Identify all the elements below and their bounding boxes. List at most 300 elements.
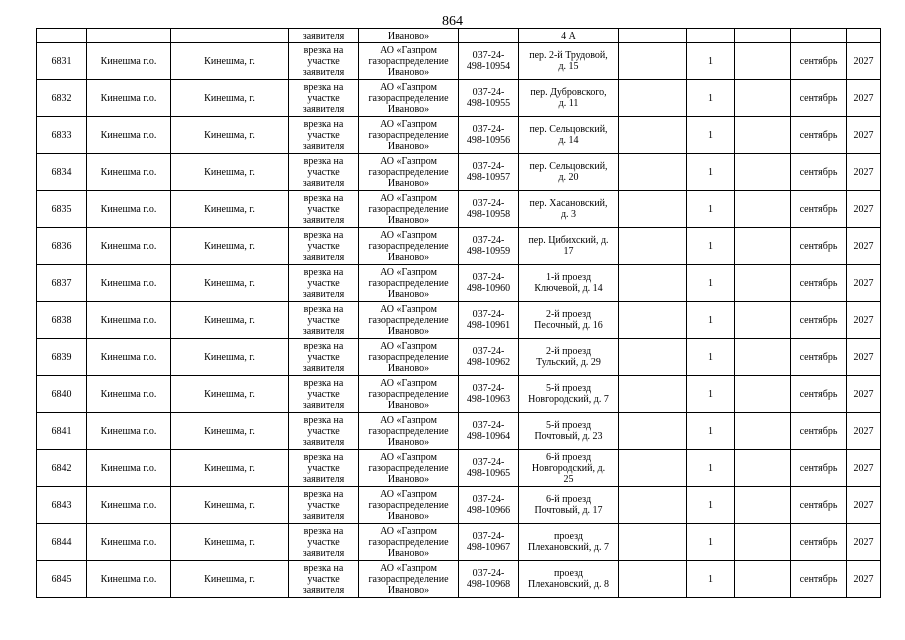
cell-month: сентябрь bbox=[791, 228, 847, 265]
cell-code-line: 037-24- bbox=[472, 383, 505, 394]
cell-num: 6842 bbox=[37, 450, 87, 487]
cell-city: Кинешма, г. bbox=[171, 487, 289, 524]
cell-org-line: Иваново» bbox=[387, 362, 430, 374]
cell-qty: 1 bbox=[687, 302, 735, 339]
table-row bbox=[37, 80, 881, 117]
cell-address-line: д. 11 bbox=[558, 98, 579, 109]
cell-district: Кинешма г.о. bbox=[87, 524, 171, 561]
cell-empty bbox=[735, 154, 791, 191]
cell-code-line: 037-24- bbox=[472, 346, 505, 357]
cell-empty bbox=[735, 117, 791, 154]
cell-type-line: заявителя bbox=[302, 436, 345, 448]
cell-district: Кинешма г.о. bbox=[87, 413, 171, 450]
cell-num bbox=[37, 29, 87, 43]
cell-empty bbox=[619, 561, 687, 598]
cell-address bbox=[519, 43, 619, 80]
cell-code-line: 037-24- bbox=[472, 494, 505, 505]
cell-org bbox=[359, 413, 459, 450]
cell-empty bbox=[619, 43, 687, 80]
cell-type bbox=[289, 117, 359, 154]
cell-district bbox=[87, 29, 171, 43]
cell-year: 2027 bbox=[847, 191, 881, 228]
cell-year: 2027 bbox=[847, 413, 881, 450]
cell-empty bbox=[619, 524, 687, 561]
cell-address bbox=[519, 413, 619, 450]
cell-code bbox=[459, 339, 519, 376]
cell-address-line: пер. Сельцовский, bbox=[529, 161, 608, 172]
cell-district: Кинешма г.о. bbox=[87, 117, 171, 154]
cell-org-line: Иваново» bbox=[387, 214, 430, 226]
cell-org-line: АО «Газпром bbox=[380, 451, 437, 463]
cell-org-line: газораспределение bbox=[368, 314, 449, 326]
cell-city: Кинешма, г. bbox=[171, 228, 289, 265]
cell-empty bbox=[619, 117, 687, 154]
cell-address-line: 1-й проезд bbox=[545, 272, 592, 283]
cell-qty: 1 bbox=[687, 43, 735, 80]
cell-city: Кинешма, г. bbox=[171, 191, 289, 228]
cell-city: Кинешма, г. bbox=[171, 524, 289, 561]
cell-org bbox=[359, 191, 459, 228]
cell-type-line: участке bbox=[307, 129, 340, 141]
table-row bbox=[37, 487, 881, 524]
cell-type-line: участке bbox=[307, 351, 340, 363]
cell-address-line: д. 15 bbox=[558, 61, 579, 72]
cell-type-line: участке bbox=[307, 425, 340, 437]
cell-empty bbox=[735, 450, 791, 487]
cell-type-line: участке bbox=[307, 203, 340, 215]
continuation-row bbox=[37, 29, 881, 43]
cell-district: Кинешма г.о. bbox=[87, 228, 171, 265]
cell-month: сентябрь bbox=[791, 191, 847, 228]
cell-code bbox=[459, 154, 519, 191]
cell-org bbox=[359, 80, 459, 117]
cell-address-line: Почтовый, д. 23 bbox=[534, 431, 603, 442]
cell-type bbox=[289, 524, 359, 561]
cell-org-line: Иваново» bbox=[387, 103, 430, 115]
cell-org-line: Иваново» bbox=[387, 288, 430, 300]
cell-type-line: врезка на bbox=[303, 44, 344, 56]
cell-org-line: Иваново» bbox=[387, 251, 430, 263]
cell-org bbox=[359, 450, 459, 487]
cell-city: Кинешма, г. bbox=[171, 450, 289, 487]
cell-num: 6837 bbox=[37, 265, 87, 302]
cell-org-line: АО «Газпром bbox=[380, 414, 437, 426]
cell-type-line: участке bbox=[307, 388, 340, 400]
cell-num: 6845 bbox=[37, 561, 87, 598]
cell-address bbox=[519, 524, 619, 561]
cell-address-line: д. 3 bbox=[560, 209, 577, 220]
cell-qty: 1 bbox=[687, 191, 735, 228]
cell-type bbox=[289, 154, 359, 191]
cell-year: 2027 bbox=[847, 561, 881, 598]
cell-district: Кинешма г.о. bbox=[87, 265, 171, 302]
cell-qty: 1 bbox=[687, 117, 735, 154]
cell-num: 6841 bbox=[37, 413, 87, 450]
cell-empty bbox=[735, 265, 791, 302]
cell-type-line: врезка на bbox=[303, 377, 344, 389]
cell-empty bbox=[735, 43, 791, 80]
cell-org-line: газораспределение bbox=[368, 462, 449, 474]
cell-type-line: врезка на bbox=[303, 81, 344, 93]
table-row bbox=[37, 413, 881, 450]
cell-empty bbox=[619, 80, 687, 117]
cell-month: сентябрь bbox=[791, 376, 847, 413]
cell-org-line: газораспределение bbox=[368, 203, 449, 215]
cell-org-line: Иваново» bbox=[387, 177, 430, 189]
cell-org bbox=[359, 524, 459, 561]
cell-address bbox=[519, 117, 619, 154]
cell-empty bbox=[735, 29, 791, 43]
cell-city: Кинешма, г. bbox=[171, 376, 289, 413]
cell-type bbox=[289, 450, 359, 487]
cell-address-line: 5-й проезд bbox=[545, 383, 592, 394]
cell-empty bbox=[619, 191, 687, 228]
cell-code-line: 037-24- bbox=[472, 272, 505, 283]
cell-month: сентябрь bbox=[791, 154, 847, 191]
cell-code bbox=[459, 43, 519, 80]
table-body bbox=[37, 29, 881, 598]
table-row bbox=[37, 43, 881, 80]
cell-address-line: 2-й проезд bbox=[545, 346, 592, 357]
cell-type-line: врезка на bbox=[303, 488, 344, 500]
cell-code-line: 037-24- bbox=[472, 87, 505, 98]
cell-address-line: Ключевой, д. 14 bbox=[534, 283, 603, 294]
cell-org-line: газораспределение bbox=[368, 240, 449, 252]
cell-empty bbox=[619, 265, 687, 302]
cell-code bbox=[459, 524, 519, 561]
cell-city bbox=[171, 29, 289, 43]
cell-type-line: участке bbox=[307, 573, 340, 585]
cell-code-line: 498-10957 bbox=[466, 172, 511, 183]
cell-org-line: АО «Газпром bbox=[380, 44, 437, 56]
cell-org-line: газораспределение bbox=[368, 55, 449, 67]
cell-type-line: врезка на bbox=[303, 525, 344, 537]
cell-code bbox=[459, 302, 519, 339]
cell-address-line: 17 bbox=[563, 246, 574, 257]
cell-code bbox=[459, 376, 519, 413]
cell-empty bbox=[735, 228, 791, 265]
cell-address-line: д. 14 bbox=[558, 135, 579, 146]
table-row bbox=[37, 228, 881, 265]
cell-code bbox=[459, 117, 519, 154]
cell-district: Кинешма г.о. bbox=[87, 339, 171, 376]
cell-address-line: Песочный, д. 16 bbox=[534, 320, 603, 331]
cell-code-line: 498-10960 bbox=[466, 283, 511, 294]
cell-empty bbox=[735, 376, 791, 413]
cell-org bbox=[359, 265, 459, 302]
cell-code bbox=[459, 29, 519, 43]
cell-org-line: газораспределение bbox=[368, 277, 449, 289]
cell-year: 2027 bbox=[847, 450, 881, 487]
cell-code-line: 037-24- bbox=[472, 124, 505, 135]
cell-qty: 1 bbox=[687, 524, 735, 561]
cell-type-line: врезка на bbox=[303, 451, 344, 463]
cell-empty bbox=[619, 302, 687, 339]
cell-address-line: Плехановский, д. 8 bbox=[528, 579, 609, 590]
cell-month: сентябрь bbox=[791, 117, 847, 154]
cell-code-line: 498-10954 bbox=[466, 61, 511, 72]
cell-address-line: пер. 2-й Трудовой, bbox=[529, 50, 608, 61]
cell-address-line: 6-й проезд bbox=[545, 494, 592, 505]
cell-type-line: заявителя bbox=[302, 66, 345, 78]
cell-type-line: участке bbox=[307, 166, 340, 178]
cell-org bbox=[359, 487, 459, 524]
table-row bbox=[37, 191, 881, 228]
cell-empty bbox=[735, 487, 791, 524]
table-row bbox=[37, 339, 881, 376]
cell-org-line: Иваново» bbox=[387, 473, 430, 485]
cell-code-line: 037-24- bbox=[472, 457, 505, 468]
cell-address bbox=[519, 450, 619, 487]
cell-address bbox=[519, 80, 619, 117]
cell-month: сентябрь bbox=[791, 80, 847, 117]
cell-num: 6834 bbox=[37, 154, 87, 191]
cell-org-line: АО «Газпром bbox=[380, 303, 437, 315]
cell-address-line: 2-й проезд bbox=[545, 309, 592, 320]
cell-address bbox=[519, 339, 619, 376]
cell-city: Кинешма, г. bbox=[171, 43, 289, 80]
cell-empty bbox=[619, 450, 687, 487]
cell-month: сентябрь bbox=[791, 450, 847, 487]
cell-city: Кинешма, г. bbox=[171, 154, 289, 191]
cell-org-line: Иваново» bbox=[387, 584, 430, 596]
cell-address-line: 6-й проезд bbox=[545, 451, 592, 463]
cell-empty bbox=[619, 29, 687, 43]
cell-empty bbox=[619, 154, 687, 191]
cell-type-line: заявителя bbox=[302, 140, 345, 152]
cell-code bbox=[459, 450, 519, 487]
cell-qty: 1 bbox=[687, 154, 735, 191]
cell-code bbox=[459, 487, 519, 524]
cell-org-line: АО «Газпром bbox=[380, 488, 437, 500]
cell-district: Кинешма г.о. bbox=[87, 376, 171, 413]
cell-address bbox=[519, 302, 619, 339]
cell-org-line: АО «Газпром bbox=[380, 192, 437, 204]
cell-address-line: пер. Цибихский, д. bbox=[528, 235, 609, 246]
cell-org-line: АО «Газпром bbox=[380, 118, 437, 130]
cell-city: Кинешма, г. bbox=[171, 265, 289, 302]
cell-city: Кинешма, г. bbox=[171, 302, 289, 339]
cell-org-line: газораспределение bbox=[368, 92, 449, 104]
cell-num: 6835 bbox=[37, 191, 87, 228]
cell-org-line: АО «Газпром bbox=[380, 340, 437, 352]
cell-org-line: газораспределение bbox=[368, 388, 449, 400]
cell-org-line: АО «Газпром bbox=[380, 525, 437, 537]
cell-code-line: 498-10955 bbox=[466, 98, 511, 109]
cell-org-line: газораспределение bbox=[368, 536, 449, 548]
cell-month: сентябрь bbox=[791, 413, 847, 450]
cell-year: 2027 bbox=[847, 265, 881, 302]
cell-type-line: врезка на bbox=[303, 562, 344, 574]
cell-address-line: Тульский, д. 29 bbox=[536, 357, 601, 368]
cell-code bbox=[459, 80, 519, 117]
cell-num: 6836 bbox=[37, 228, 87, 265]
cell-type-line: заявителя bbox=[302, 177, 345, 189]
cell-district: Кинешма г.о. bbox=[87, 80, 171, 117]
cell-type-line: участке bbox=[307, 462, 340, 474]
cell-address-line: проезд bbox=[554, 531, 583, 542]
cell-month: сентябрь bbox=[791, 302, 847, 339]
cell-address bbox=[519, 154, 619, 191]
cell-qty: 1 bbox=[687, 487, 735, 524]
cell-code bbox=[459, 561, 519, 598]
cell-org-line: газораспределение bbox=[368, 166, 449, 178]
cell-type: заявителя bbox=[289, 29, 359, 43]
table-row bbox=[37, 117, 881, 154]
cell-org-line: АО «Газпром bbox=[380, 81, 437, 93]
cell-city: Кинешма, г. bbox=[171, 339, 289, 376]
cell-code-line: 037-24- bbox=[472, 198, 505, 209]
cell-type bbox=[289, 43, 359, 80]
cell-address: 4 А bbox=[519, 29, 619, 43]
cell-address-line: Плехановский, д. 7 bbox=[528, 542, 609, 553]
cell-qty: 1 bbox=[687, 450, 735, 487]
cell-address bbox=[519, 265, 619, 302]
cell-org-line: АО «Газпром bbox=[380, 155, 437, 167]
cell-qty: 1 bbox=[687, 228, 735, 265]
cell-code-line: 498-10961 bbox=[466, 320, 511, 331]
cell-address-line: Почтовый, д. 17 bbox=[534, 505, 603, 516]
cell-year bbox=[847, 29, 881, 43]
cell-org-line: АО «Газпром bbox=[380, 562, 437, 574]
cell-type bbox=[289, 302, 359, 339]
cell-code bbox=[459, 228, 519, 265]
cell-num: 6833 bbox=[37, 117, 87, 154]
cell-org-line: Иваново» bbox=[387, 510, 430, 522]
cell-type-line: заявителя bbox=[302, 399, 345, 411]
cell-type-line: участке bbox=[307, 55, 340, 67]
cell-org-line: Иваново» bbox=[387, 325, 430, 337]
cell-address-line: пер. Дубровского, bbox=[530, 87, 607, 98]
cell-district: Кинешма г.о. bbox=[87, 154, 171, 191]
cell-code-line: 498-10968 bbox=[466, 579, 511, 590]
cell-month: сентябрь bbox=[791, 339, 847, 376]
cell-type-line: врезка на bbox=[303, 229, 344, 241]
cell-code-line: 037-24- bbox=[472, 531, 505, 542]
cell-year: 2027 bbox=[847, 376, 881, 413]
cell-year: 2027 bbox=[847, 524, 881, 561]
cell-address-line: д. 20 bbox=[558, 172, 579, 183]
table-row bbox=[37, 376, 881, 413]
cell-address-line: Новгородский, д. bbox=[531, 462, 606, 474]
cell-num: 6831 bbox=[37, 43, 87, 80]
cell-month: сентябрь bbox=[791, 265, 847, 302]
table-row bbox=[37, 524, 881, 561]
cell-code bbox=[459, 265, 519, 302]
cell-empty bbox=[619, 376, 687, 413]
cell-org bbox=[359, 339, 459, 376]
cell-month: сентябрь bbox=[791, 43, 847, 80]
cell-year: 2027 bbox=[847, 154, 881, 191]
table-row bbox=[37, 154, 881, 191]
cell-type bbox=[289, 561, 359, 598]
cell-org-line: газораспределение bbox=[368, 129, 449, 141]
cell-district: Кинешма г.о. bbox=[87, 450, 171, 487]
cell-type-line: заявителя bbox=[302, 325, 345, 337]
cell-code-line: 037-24- bbox=[472, 235, 505, 246]
page-number: 864 bbox=[442, 14, 463, 29]
cell-type-line: врезка на bbox=[303, 303, 344, 315]
cell-type-line: заявителя bbox=[302, 473, 345, 485]
cell-empty bbox=[735, 339, 791, 376]
cell-code-line: 037-24- bbox=[472, 161, 505, 172]
cell-code-line: 498-10966 bbox=[466, 505, 511, 516]
cell-city: Кинешма, г. bbox=[171, 117, 289, 154]
cell-num: 6832 bbox=[37, 80, 87, 117]
cell-year: 2027 bbox=[847, 117, 881, 154]
cell-type bbox=[289, 487, 359, 524]
cell-code-line: 498-10965 bbox=[466, 468, 511, 479]
cell-type bbox=[289, 413, 359, 450]
cell-code-line: 037-24- bbox=[472, 50, 505, 61]
cell-month: сентябрь bbox=[791, 561, 847, 598]
cell-qty: 1 bbox=[687, 265, 735, 302]
cell-year: 2027 bbox=[847, 487, 881, 524]
cell-district: Кинешма г.о. bbox=[87, 191, 171, 228]
cell-qty: 1 bbox=[687, 339, 735, 376]
cell-qty: 1 bbox=[687, 80, 735, 117]
cell-city: Кинешма, г. bbox=[171, 413, 289, 450]
cell-num: 6840 bbox=[37, 376, 87, 413]
cell-qty bbox=[687, 29, 735, 43]
cell-address bbox=[519, 228, 619, 265]
cell-address-line: проезд bbox=[554, 568, 583, 579]
cell-org bbox=[359, 228, 459, 265]
cell-code-line: 498-10967 bbox=[466, 542, 511, 553]
cell-address-line: Новгородский, д. 7 bbox=[528, 394, 609, 405]
cell-num: 6843 bbox=[37, 487, 87, 524]
cell-type-line: заявителя bbox=[302, 362, 345, 374]
cell-org bbox=[359, 376, 459, 413]
cell-address-line: пер. Хасановский, bbox=[529, 198, 608, 209]
table-row bbox=[37, 302, 881, 339]
cell-type-line: врезка на bbox=[303, 414, 344, 426]
cell-type-line: заявителя bbox=[302, 510, 345, 522]
cell-org bbox=[359, 302, 459, 339]
cell-qty: 1 bbox=[687, 413, 735, 450]
cell-code-line: 498-10964 bbox=[466, 431, 511, 442]
cell-year: 2027 bbox=[847, 339, 881, 376]
cell-type-line: заявителя bbox=[302, 103, 345, 115]
table-row bbox=[37, 450, 881, 487]
cell-year: 2027 bbox=[847, 228, 881, 265]
cell-empty bbox=[735, 524, 791, 561]
cell-code-line: 498-10963 bbox=[466, 394, 511, 405]
cell-org-line: АО «Газпром bbox=[380, 266, 437, 278]
cell-num: 6844 bbox=[37, 524, 87, 561]
cell-qty: 1 bbox=[687, 376, 735, 413]
cell-type-line: участке bbox=[307, 277, 340, 289]
cell-num: 6839 bbox=[37, 339, 87, 376]
cell-district: Кинешма г.о. bbox=[87, 43, 171, 80]
cell-empty bbox=[619, 339, 687, 376]
cell-district: Кинешма г.о. bbox=[87, 302, 171, 339]
cell-empty bbox=[735, 80, 791, 117]
cell-year: 2027 bbox=[847, 43, 881, 80]
cell-qty: 1 bbox=[687, 561, 735, 598]
cell-org-line: Иваново» bbox=[387, 66, 430, 78]
cell-num: 6838 bbox=[37, 302, 87, 339]
cell-org-line: Иваново» bbox=[387, 399, 430, 411]
cell-type-line: заявителя bbox=[302, 251, 345, 263]
cell-org bbox=[359, 561, 459, 598]
cell-code-line: 037-24- bbox=[472, 568, 505, 579]
cell-empty bbox=[619, 413, 687, 450]
table-row bbox=[37, 265, 881, 302]
cell-org-line: Иваново» bbox=[387, 547, 430, 559]
cell-empty bbox=[735, 302, 791, 339]
cell-type bbox=[289, 80, 359, 117]
